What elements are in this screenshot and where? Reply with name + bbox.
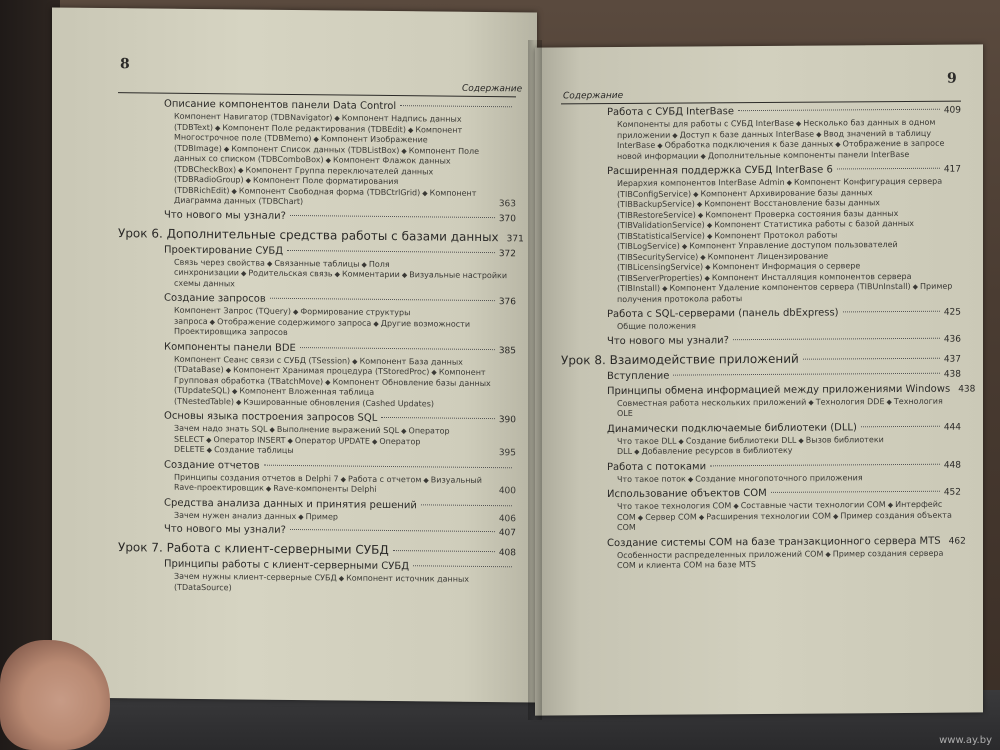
toc-subtopics <box>561 472 961 485</box>
diamond-bullet-icon: ◆ <box>401 427 407 436</box>
subtopic-list <box>174 424 499 459</box>
book-gutter <box>528 40 542 720</box>
subtopic-list <box>617 500 961 534</box>
toc-entry-label: Урок 7. Работа с клиент-серверными СУБД <box>118 540 389 557</box>
subtopic-item: Компонент Архивирование базы данных (TIBBackupService) <box>617 187 873 209</box>
toc-entry-label: Средства анализа данных и принятия решений <box>164 497 417 511</box>
subtopic-item: Комментарии <box>342 269 400 280</box>
toc-section <box>561 487 961 501</box>
diamond-bullet-icon: ◆ <box>833 511 839 520</box>
subtopic-item: Родительская связь <box>248 268 333 279</box>
diamond-bullet-icon: ◆ <box>223 144 230 153</box>
toc-section <box>561 383 976 397</box>
toc-lesson <box>561 350 961 367</box>
leader-dots <box>300 347 495 350</box>
diamond-bullet-icon: ◆ <box>209 317 216 326</box>
diamond-bullet-icon: ◆ <box>407 125 414 134</box>
subtopic-list <box>617 320 961 333</box>
toc-page-number: 407 <box>498 528 516 539</box>
toc-page-number: 438 <box>958 383 976 395</box>
subtopic-item: Иерархия компонентов InterBase Admin <box>617 177 785 188</box>
toc-entry-label: Создание отчетов <box>164 459 260 472</box>
toc-subtopics <box>561 548 961 572</box>
toc-entry-label: Работа с потоками <box>607 460 707 473</box>
diamond-bullet-icon: ◆ <box>678 437 684 446</box>
diamond-bullet-icon: ◆ <box>373 319 379 328</box>
subtopic-list <box>174 572 516 597</box>
diamond-bullet-icon: ◆ <box>706 231 713 240</box>
toc-section <box>561 307 961 321</box>
diamond-bullet-icon: ◆ <box>700 151 706 160</box>
subtopic-item: Доступ к базе данных InterBase <box>679 129 815 140</box>
toc-entry-label: Принципы работы с клиент-серверными СУБД <box>164 558 410 573</box>
toc-page-number: 376 <box>498 297 516 308</box>
toc-page-number: 438 <box>943 369 961 380</box>
diamond-bullet-icon: ◆ <box>657 141 663 150</box>
diamond-bullet-icon: ◆ <box>361 260 367 269</box>
toc-entry-label: Принципы обмена информацией между приложениями Windows <box>607 383 951 397</box>
subtopic-item: Компонент Восстановление базы данных (TIBRestoreService) <box>617 198 880 220</box>
leader-dots <box>287 249 495 252</box>
diamond-bullet-icon: ◆ <box>238 165 244 174</box>
subtopic-item: Компонент источник данных (TDataSource) <box>174 573 470 592</box>
diamond-bullet-icon: ◆ <box>371 437 378 446</box>
subtopic-item: Расширения технологии COM <box>706 510 832 521</box>
subtopic-item: Вызов библиотеки DLL <box>617 434 884 456</box>
toc-page-number: 409 <box>943 105 961 116</box>
subtopic-item: Пример создания сервера COM и клиента COM на базе MTS <box>617 548 944 570</box>
toc-subtopics <box>118 510 516 525</box>
diamond-bullet-icon: ◆ <box>808 398 814 407</box>
running-header: Содержание <box>563 90 624 102</box>
subtopic-item: Компонент Изображение (TDBImage) <box>174 134 428 153</box>
diamond-bullet-icon: ◆ <box>697 210 704 219</box>
subtopic-item: Зачем надо знать SQL <box>174 423 268 434</box>
subtopic-item: Компонент Вложенная таблица (TNestedTable) <box>174 386 375 406</box>
toc-page-number: 436 <box>943 334 961 345</box>
leader-dots <box>843 311 940 313</box>
subtopic-list <box>174 257 516 292</box>
toc-page-number: 385 <box>498 345 516 356</box>
subtopic-list <box>174 472 499 496</box>
diamond-bullet-icon: ◆ <box>637 513 644 522</box>
subtopic-list <box>617 548 961 571</box>
subtopic-item: Создание многопоточного приложения <box>695 472 863 483</box>
toc-lesson <box>118 225 524 244</box>
toc-subtopics <box>118 305 516 341</box>
subtopic-item: Оператор INSERT <box>213 434 286 445</box>
toc-entry-label: Работа с СУБД InterBase <box>607 106 735 119</box>
subtopic-item: Несколько баз данных в одном приложении <box>617 117 936 140</box>
diamond-bullet-icon: ◆ <box>325 156 331 165</box>
subtopic-item: Зачем нужен анализ данных <box>174 510 297 521</box>
subtopic-list <box>174 306 516 341</box>
toc-section <box>561 105 961 119</box>
toc-summary <box>118 209 516 224</box>
subtopic-item: Компонент Навигатор (TDBNavigator) <box>174 111 333 123</box>
leader-dots <box>400 105 512 107</box>
subtopic-item: Поля синхронизации <box>174 259 390 278</box>
subtopic-item: Создание библиотеки DLL <box>685 435 797 446</box>
subtopic-item: Компонент Инсталляция компонентов сервера (TIBInstall) <box>617 271 912 293</box>
diamond-bullet-icon: ◆ <box>835 140 841 149</box>
toc-entry-label: Что нового мы узнали? <box>607 334 729 347</box>
toc-page-number: 363 <box>498 199 516 210</box>
dark-edge <box>0 0 60 750</box>
running-header: Содержание <box>462 83 523 95</box>
diamond-bullet-icon: ◆ <box>698 512 705 521</box>
subtopic-item: Интерфейс COM <box>617 499 943 522</box>
subtopic-item: Другие возможности Проектировщика запросов <box>174 318 471 337</box>
toc-entry-label: Вступление <box>607 370 670 382</box>
toc-lesson <box>118 540 516 558</box>
subtopic-item: Компонент Проверка состояния базы данных (TIBValidationService) <box>617 208 899 230</box>
subtopic-item: Добавление ресурсов в библиотеку <box>641 445 793 456</box>
subtopic-item: Формирование структуры запроса <box>174 307 411 326</box>
subtopic-item: Компонент Удаление компонентов сервера (TIBUnInstall) <box>669 281 911 293</box>
subtopic-item: Rave-компоненты Delphi <box>273 483 377 494</box>
diamond-bullet-icon: ◆ <box>231 186 237 195</box>
diamond-bullet-icon: ◆ <box>733 502 739 511</box>
diamond-bullet-icon: ◆ <box>704 273 710 282</box>
diamond-bullet-icon: ◆ <box>338 574 345 583</box>
subtopic-item: Отображение в запросе новой информации <box>617 138 945 161</box>
toc-page-number: 444 <box>943 422 961 433</box>
leader-dots <box>733 337 940 339</box>
toc-right <box>561 101 976 572</box>
subtopic-item: Оператор DELETE <box>174 436 421 455</box>
subtopic-item: Технология DDE <box>815 396 885 407</box>
toc-page-number: 395 <box>498 448 516 459</box>
diamond-bullet-icon: ◆ <box>240 269 247 278</box>
diamond-bullet-icon: ◆ <box>422 188 428 197</box>
subtopic-item: Кэшированные обновления (Cashed Updates) <box>243 396 434 408</box>
subtopic-item: Компонент Многострочное поле (TDBMemo) <box>174 124 463 144</box>
subtopic-item: Дополнительные компоненты панели InterBase <box>707 149 910 160</box>
diamond-bullet-icon: ◆ <box>423 475 429 484</box>
subtopic-list <box>174 510 499 524</box>
subtopic-item: Пример <box>305 511 338 521</box>
subtopic-item: Компонент Информация о сервере (TIBServerProperties) <box>617 261 861 283</box>
page-number: 9 <box>947 70 957 87</box>
leader-dots <box>771 491 940 493</box>
toc-entry-label: Компоненты панели BDE <box>164 341 296 354</box>
diamond-bullet-icon: ◆ <box>798 436 804 445</box>
subtopic-item: Визуальные настройки схемы данных <box>174 270 508 288</box>
toc-page-number: 371 <box>506 233 524 244</box>
toc-subtopics <box>118 257 516 293</box>
toc-subtopics <box>118 571 516 596</box>
leader-dots <box>861 425 940 427</box>
diamond-bullet-icon: ◆ <box>887 501 894 510</box>
subtopic-item: Компонент Поле редактирования (TDBEdit) <box>222 122 406 134</box>
diamond-bullet-icon: ◆ <box>705 263 711 272</box>
toc-entry-label: Что нового мы узнали? <box>164 523 286 536</box>
subtopic-item: Принципы создания отчетов в Delphi 7 <box>174 472 339 483</box>
toc-page-number: 452 <box>943 487 961 498</box>
leader-dots <box>421 504 512 506</box>
subtopic-item: Компонент Запрос (TQuery) <box>174 305 291 316</box>
subtopic-list <box>617 434 961 457</box>
toc-subtopics <box>118 354 516 411</box>
toc-subtopics <box>118 472 516 497</box>
subtopic-list <box>617 396 961 419</box>
toc-section <box>561 459 961 473</box>
subtopic-item: Пример получения протокола работы <box>617 281 953 304</box>
subtopic-item: Компонент Поле данных со списком (TDBComboBox) <box>174 145 480 165</box>
toc-page-number: 437 <box>943 354 961 365</box>
subtopic-item: Оператор SELECT <box>174 426 450 444</box>
leader-dots <box>290 529 495 532</box>
toc-subtopics <box>561 434 961 458</box>
left-page <box>52 7 537 702</box>
toc-entry-label: Урок 8. Взаимодействие приложений <box>561 351 799 367</box>
toc-subtopics <box>561 396 961 420</box>
subtopic-item: Технология OLE <box>617 396 943 418</box>
diamond-bullet-icon: ◆ <box>672 131 678 140</box>
toc-entry-label: Проектирование СУБД <box>164 244 284 257</box>
diamond-bullet-icon: ◆ <box>265 484 272 493</box>
leader-dots <box>673 372 939 375</box>
subtopic-item: Компонент Надпись данных (TDBText) <box>174 113 462 132</box>
toc-entry-label: Что нового мы узнали? <box>164 209 286 222</box>
subtopic-item: Компонент Лицензирование (TIBLicensingService) <box>617 251 829 272</box>
subtopic-item: Отображение содержимого запроса <box>217 316 372 328</box>
subtopic-item: Компонент Обновление базы данных (TUpdateSQL) <box>174 376 491 396</box>
diamond-bullet-icon: ◆ <box>245 176 252 185</box>
toc-subtopics <box>118 111 516 210</box>
diamond-bullet-icon: ◆ <box>206 446 213 455</box>
subtopic-item: Составные части технологии COM <box>740 500 886 511</box>
toc-summary <box>561 333 961 347</box>
subtopic-item: Что такое поток <box>617 474 686 484</box>
leader-dots <box>290 214 495 217</box>
diamond-bullet-icon: ◆ <box>292 307 299 317</box>
subtopic-list <box>617 118 961 162</box>
subtopic-list <box>174 112 499 210</box>
diamond-bullet-icon: ◆ <box>325 377 331 386</box>
toc-section <box>561 535 966 549</box>
subtopic-item: Работа с отчетом <box>348 474 422 484</box>
diamond-bullet-icon: ◆ <box>700 252 706 261</box>
diamond-bullet-icon: ◆ <box>662 284 668 293</box>
subtopic-item: Компонент Поле форматирования (TDBRichEdit) <box>174 175 399 195</box>
diamond-bullet-icon: ◆ <box>231 387 238 396</box>
leader-dots <box>738 109 940 111</box>
toc-subtopics <box>561 177 961 306</box>
subtopic-item: Компонент Группа переключателей данных (TDBRadioGroup) <box>174 164 434 185</box>
diamond-bullet-icon: ◆ <box>786 178 793 187</box>
diamond-bullet-icon: ◆ <box>912 282 919 291</box>
subtopic-item: Оператор UPDATE <box>294 435 370 446</box>
diamond-bullet-icon: ◆ <box>298 512 304 521</box>
toc-page-number: 406 <box>498 513 516 524</box>
toc-entry-label: Работа с SQL-серверами (панель dbExpress) <box>607 307 839 321</box>
diamond-bullet-icon: ◆ <box>816 130 822 139</box>
subtopic-item: Компонент Свободная форма (TDBCtrlGrid) <box>238 185 421 197</box>
toc-summary <box>118 523 516 538</box>
leader-dots <box>270 298 495 301</box>
subtopic-item: Связь через свойства <box>174 257 265 268</box>
toc-entry-label: Динамически подключаемые библиотеки (DLL) <box>607 421 857 435</box>
toc-subtopics <box>561 500 961 534</box>
subtopic-item: Особенности распределенных приложений COM <box>617 549 824 560</box>
subtopic-list <box>174 354 516 410</box>
subtopic-item: Компонент Статистика работы с базой данных (TIBStatisticalService) <box>617 218 915 241</box>
leader-dots <box>264 464 512 468</box>
diamond-bullet-icon: ◆ <box>825 549 831 559</box>
toc-section <box>561 368 961 382</box>
diamond-bullet-icon: ◆ <box>287 436 293 445</box>
diamond-bullet-icon: ◆ <box>693 189 699 198</box>
diamond-bullet-icon: ◆ <box>681 242 688 251</box>
page-number: 8 <box>120 56 130 73</box>
toc-entry-label: Описание компонентов панели Data Control <box>164 98 397 113</box>
watermark: www.ay.by <box>939 735 992 746</box>
subtopic-item: Компонент Сеанс связи с СУБД (TSession) <box>174 354 351 366</box>
subtopic-list <box>617 472 961 485</box>
diamond-bullet-icon: ◆ <box>269 425 275 434</box>
diamond-bullet-icon: ◆ <box>313 135 319 144</box>
subtopic-item: Что такое технология COM <box>617 501 732 511</box>
toc-left <box>118 94 524 596</box>
subtopic-item: Пример создания объекта COM <box>617 510 952 532</box>
subtopic-item: Выполнение выражений SQL <box>276 424 400 436</box>
leader-dots <box>413 565 512 567</box>
diamond-bullet-icon: ◆ <box>266 259 273 268</box>
subtopic-item: Что такое DLL <box>617 436 677 446</box>
toc-page-number: 462 <box>948 536 966 547</box>
diamond-bullet-icon: ◆ <box>795 119 802 128</box>
toc-entry-label: Урок 6. Дополнительные средства работы с базами данных <box>118 225 499 244</box>
toc-page-number: 390 <box>498 415 516 426</box>
right-page <box>535 44 983 715</box>
diamond-bullet-icon: ◆ <box>334 270 340 279</box>
subtopic-item: Зачем нужны клиент-серверные СУБД <box>174 571 337 583</box>
subtopic-item: Компонент Управление доступом пользователей (TIBSecurityService) <box>617 240 898 262</box>
subtopic-item: Компонент Диаграмма данных (TDBChart) <box>174 187 477 207</box>
leader-dots <box>837 168 940 170</box>
leader-dots <box>381 417 494 419</box>
subtopic-item: Связанные таблицы <box>274 258 360 269</box>
subtopic-item: Компонент Список данных (TDBListBox) <box>231 143 400 155</box>
diamond-bullet-icon: ◆ <box>431 368 437 377</box>
toc-entry-label: Использование объектов COM <box>607 487 767 501</box>
subtopic-item: Создание таблицы <box>214 445 294 455</box>
diamond-bullet-icon: ◆ <box>886 397 892 406</box>
toc-page-number: 417 <box>943 164 961 175</box>
subtopic-item: Ввод значений в таблицу InterBase <box>617 128 932 150</box>
toc-subtopics <box>561 320 961 333</box>
diamond-bullet-icon: ◆ <box>352 357 358 366</box>
toc-page-number: 400 <box>498 486 516 497</box>
diamond-bullet-icon: ◆ <box>206 435 212 444</box>
subtopic-item: Компоненты для работы с СУБД InterBase <box>617 118 794 129</box>
subtopic-item: Общие положения <box>617 321 696 331</box>
leader-dots <box>803 357 940 359</box>
subtopic-item: Сервер COM <box>645 511 697 522</box>
diamond-bullet-icon: ◆ <box>225 366 232 375</box>
toc-section <box>561 164 961 178</box>
leader-dots <box>710 463 940 466</box>
subtopic-item: Компонент Групповая обработка (TBatchMove) <box>174 367 486 386</box>
toc-entry-label: Основы языка построения запросов SQL <box>164 410 378 424</box>
subtopic-list <box>617 177 961 305</box>
diamond-bullet-icon: ◆ <box>634 447 640 456</box>
subtopic-item: Компонент Хранимая процедура (TStoredProc) <box>233 365 430 377</box>
toc-page-number: 372 <box>498 248 516 259</box>
toc-page-number: 370 <box>498 213 516 224</box>
subtopic-item: Компонент База данных (TDataBase) <box>174 356 463 375</box>
toc-entry-label: Создание запросов <box>164 292 266 305</box>
toc-page-number: 425 <box>943 307 961 318</box>
toc-subtopics <box>561 118 961 163</box>
subtopic-item: Совместная работа нескольких приложений <box>617 397 807 408</box>
toc-entry-label: Расширенная поддержка СУБД InterBase 6 <box>607 164 833 178</box>
diamond-bullet-icon: ◆ <box>340 474 346 484</box>
toc-section <box>561 421 961 435</box>
subtopic-item: Компонент Конфигурация сервера (TIBConfigService) <box>617 176 943 199</box>
toc-entry-label: Создание системы COM на базе транзакционного сервера MTS <box>607 535 941 549</box>
diamond-bullet-icon: ◆ <box>706 221 713 230</box>
subtopic-item: Компонент Протокол работы (TIBLogService) <box>617 229 838 251</box>
toc-page-number: 448 <box>943 460 961 471</box>
diamond-bullet-icon: ◆ <box>401 271 408 280</box>
diamond-bullet-icon: ◆ <box>214 123 221 132</box>
leader-dots <box>393 550 495 552</box>
diamond-bullet-icon: ◆ <box>334 114 340 123</box>
subtopic-item: Визуальный Rave-проектировщик <box>174 474 482 493</box>
subtopic-item: Обработка подключения к базе данных <box>664 139 834 150</box>
toc-subtopics <box>118 423 516 459</box>
toc-page-number: 408 <box>498 548 516 559</box>
diamond-bullet-icon: ◆ <box>687 474 694 483</box>
diamond-bullet-icon: ◆ <box>401 146 407 155</box>
subtopic-item: Компонент Флажок данных (TDBCheckBox) <box>174 155 451 174</box>
diamond-bullet-icon: ◆ <box>236 397 242 406</box>
diamond-bullet-icon: ◆ <box>696 200 703 209</box>
